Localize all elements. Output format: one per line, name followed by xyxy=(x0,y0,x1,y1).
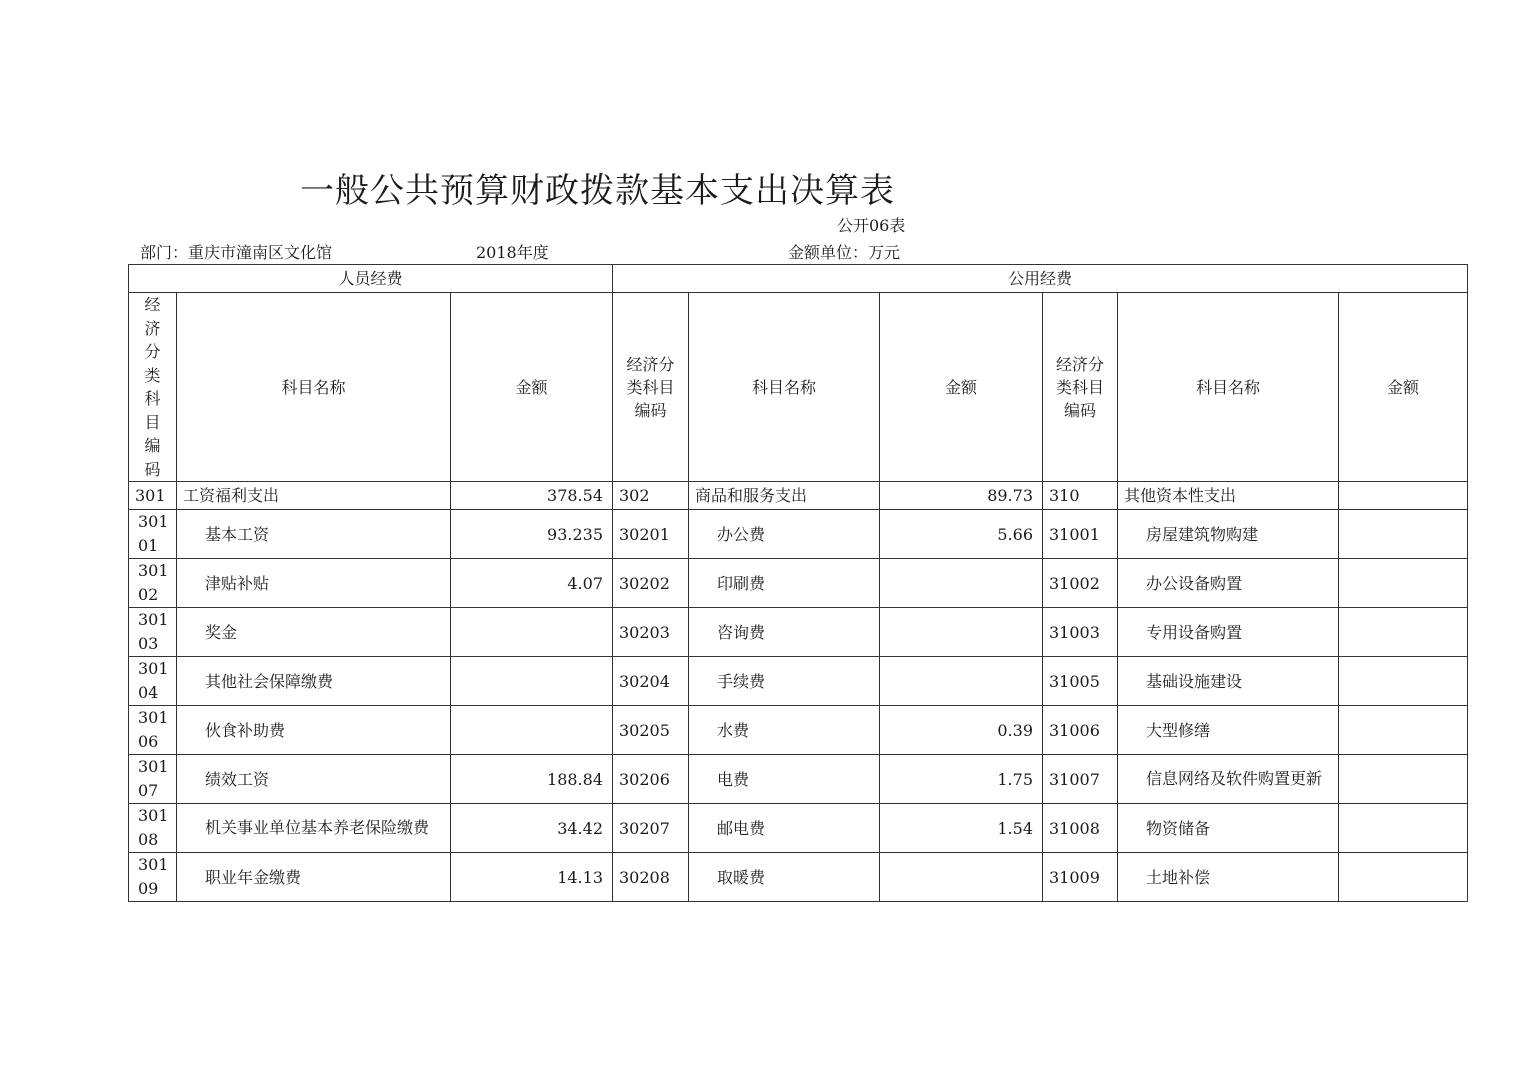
capital-name-cell: 其他资本性支出 xyxy=(1118,482,1339,510)
capital-amount-cell xyxy=(1339,755,1468,804)
personnel-amount-cell: 188.84 xyxy=(451,755,613,804)
table-row xyxy=(129,657,1468,706)
personnel-name-cell: 工资福利支出 xyxy=(177,482,451,510)
header-code-goods: 经济分 类科目 编码 xyxy=(613,293,689,482)
personnel-code-cell: 301 01 xyxy=(129,510,177,559)
department-label: 部门：重庆市潼南区文化馆 xyxy=(140,243,333,262)
table-row xyxy=(129,706,1468,755)
personnel-name-cell: 其他社会保障缴费 xyxy=(177,657,451,706)
personnel-amount-cell: 93.235 xyxy=(451,510,613,559)
goods-name-cell: 水费 xyxy=(689,706,880,755)
header-amount-personnel: 金额 xyxy=(451,293,613,482)
goods-name-cell: 办公费 xyxy=(689,510,880,559)
page-title: 一般公共预算财政拨款基本支出决算表 xyxy=(300,171,895,211)
personnel-amount-cell: 14.13 xyxy=(451,853,613,902)
personnel-code-cell: 301 02 xyxy=(129,559,177,608)
table-row xyxy=(129,482,1468,510)
personnel-code-cell: 301 03 xyxy=(129,608,177,657)
personnel-amount-cell: 378.54 xyxy=(451,482,613,510)
capital-name-cell: 大型修缮 xyxy=(1118,706,1339,755)
capital-amount-cell xyxy=(1339,510,1468,559)
group-public: 公用经费 xyxy=(613,265,1468,293)
goods-name-cell: 电费 xyxy=(689,755,880,804)
header-amount-capital: 金额 xyxy=(1339,293,1468,482)
capital-amount-cell xyxy=(1339,804,1468,853)
personnel-code-cell: 301 07 xyxy=(129,755,177,804)
capital-name-cell: 土地补偿 xyxy=(1118,853,1339,902)
goods-name-cell: 咨询费 xyxy=(689,608,880,657)
group-header-row xyxy=(129,265,1468,293)
header-code-personnel: 经 济 分 类 科 目 编 码 xyxy=(129,293,177,482)
personnel-amount-cell xyxy=(451,608,613,657)
goods-code-cell: 30205 xyxy=(613,706,689,755)
goods-name-cell: 手续费 xyxy=(689,657,880,706)
personnel-amount-cell xyxy=(451,706,613,755)
capital-name-cell: 基础设施建设 xyxy=(1118,657,1339,706)
capital-name-cell: 专用设备购置 xyxy=(1118,608,1339,657)
header-amount-goods: 金额 xyxy=(880,293,1043,482)
personnel-name-cell: 津贴补贴 xyxy=(177,559,451,608)
table-row xyxy=(129,804,1468,853)
table-row xyxy=(129,755,1468,804)
goods-code-cell: 30207 xyxy=(613,804,689,853)
capital-amount-cell xyxy=(1339,482,1468,510)
goods-amount-cell xyxy=(880,853,1043,902)
goods-amount-cell xyxy=(880,657,1043,706)
goods-code-cell: 30202 xyxy=(613,559,689,608)
capital-code-cell: 310 xyxy=(1043,482,1118,510)
capital-code-cell: 31006 xyxy=(1043,706,1118,755)
header-code-capital: 经济分 类科目 编码 xyxy=(1043,293,1118,482)
personnel-code-cell: 301 06 xyxy=(129,706,177,755)
goods-code-cell: 302 xyxy=(613,482,689,510)
table-row xyxy=(129,608,1468,657)
capital-amount-cell xyxy=(1339,706,1468,755)
column-header-row xyxy=(129,293,1468,482)
capital-name-cell: 物资储备 xyxy=(1118,804,1339,853)
goods-amount-cell: 5.66 xyxy=(880,510,1043,559)
goods-amount-cell: 1.54 xyxy=(880,804,1043,853)
goods-code-cell: 30206 xyxy=(613,755,689,804)
header-name-capital: 科目名称 xyxy=(1118,293,1339,482)
personnel-code-cell: 301 08 xyxy=(129,804,177,853)
goods-amount-cell xyxy=(880,559,1043,608)
personnel-amount-cell xyxy=(451,657,613,706)
personnel-name-cell: 基本工资 xyxy=(177,510,451,559)
capital-code-cell: 31003 xyxy=(1043,608,1118,657)
personnel-amount-cell: 4.07 xyxy=(451,559,613,608)
goods-name-cell: 取暖费 xyxy=(689,853,880,902)
capital-name-cell: 信息网络及软件购置更新 xyxy=(1118,755,1339,804)
table-row xyxy=(129,510,1468,559)
year-label: 2018年度 xyxy=(476,243,549,262)
goods-code-cell: 30204 xyxy=(613,657,689,706)
personnel-name-cell: 伙食补助费 xyxy=(177,706,451,755)
capital-amount-cell xyxy=(1339,608,1468,657)
capital-code-cell: 31001 xyxy=(1043,510,1118,559)
capital-code-cell: 31009 xyxy=(1043,853,1118,902)
table-row xyxy=(129,853,1468,902)
header-name-personnel: 科目名称 xyxy=(177,293,451,482)
goods-amount-cell: 1.75 xyxy=(880,755,1043,804)
capital-name-cell: 房屋建筑物购建 xyxy=(1118,510,1339,559)
capital-code-cell: 31008 xyxy=(1043,804,1118,853)
table-code: 公开06表 xyxy=(837,216,906,235)
goods-code-cell: 30208 xyxy=(613,853,689,902)
personnel-name-cell: 机关事业单位基本养老保险缴费 xyxy=(177,804,451,853)
personnel-name-cell: 绩效工资 xyxy=(177,755,451,804)
expenditure-table xyxy=(128,264,1468,902)
personnel-code-cell: 301 09 xyxy=(129,853,177,902)
capital-code-cell: 31002 xyxy=(1043,559,1118,608)
header-name-goods: 科目名称 xyxy=(689,293,880,482)
goods-code-cell: 30203 xyxy=(613,608,689,657)
goods-name-cell: 邮电费 xyxy=(689,804,880,853)
personnel-code-cell: 301 xyxy=(129,482,177,510)
goods-name-cell: 印刷费 xyxy=(689,559,880,608)
goods-amount-cell xyxy=(880,608,1043,657)
goods-code-cell: 30201 xyxy=(613,510,689,559)
capital-name-cell: 办公设备购置 xyxy=(1118,559,1339,608)
goods-amount-cell: 0.39 xyxy=(880,706,1043,755)
group-personnel: 人员经费 xyxy=(129,265,613,293)
capital-amount-cell xyxy=(1339,559,1468,608)
personnel-code-cell: 301 04 xyxy=(129,657,177,706)
goods-name-cell: 商品和服务支出 xyxy=(689,482,880,510)
capital-code-cell: 31005 xyxy=(1043,657,1118,706)
unit-label: 金额单位：万元 xyxy=(788,243,901,262)
personnel-name-cell: 奖金 xyxy=(177,608,451,657)
goods-amount-cell: 89.73 xyxy=(880,482,1043,510)
capital-amount-cell xyxy=(1339,853,1468,902)
personnel-amount-cell: 34.42 xyxy=(451,804,613,853)
table-row xyxy=(129,559,1468,608)
personnel-name-cell: 职业年金缴费 xyxy=(177,853,451,902)
capital-amount-cell xyxy=(1339,657,1468,706)
capital-code-cell: 31007 xyxy=(1043,755,1118,804)
